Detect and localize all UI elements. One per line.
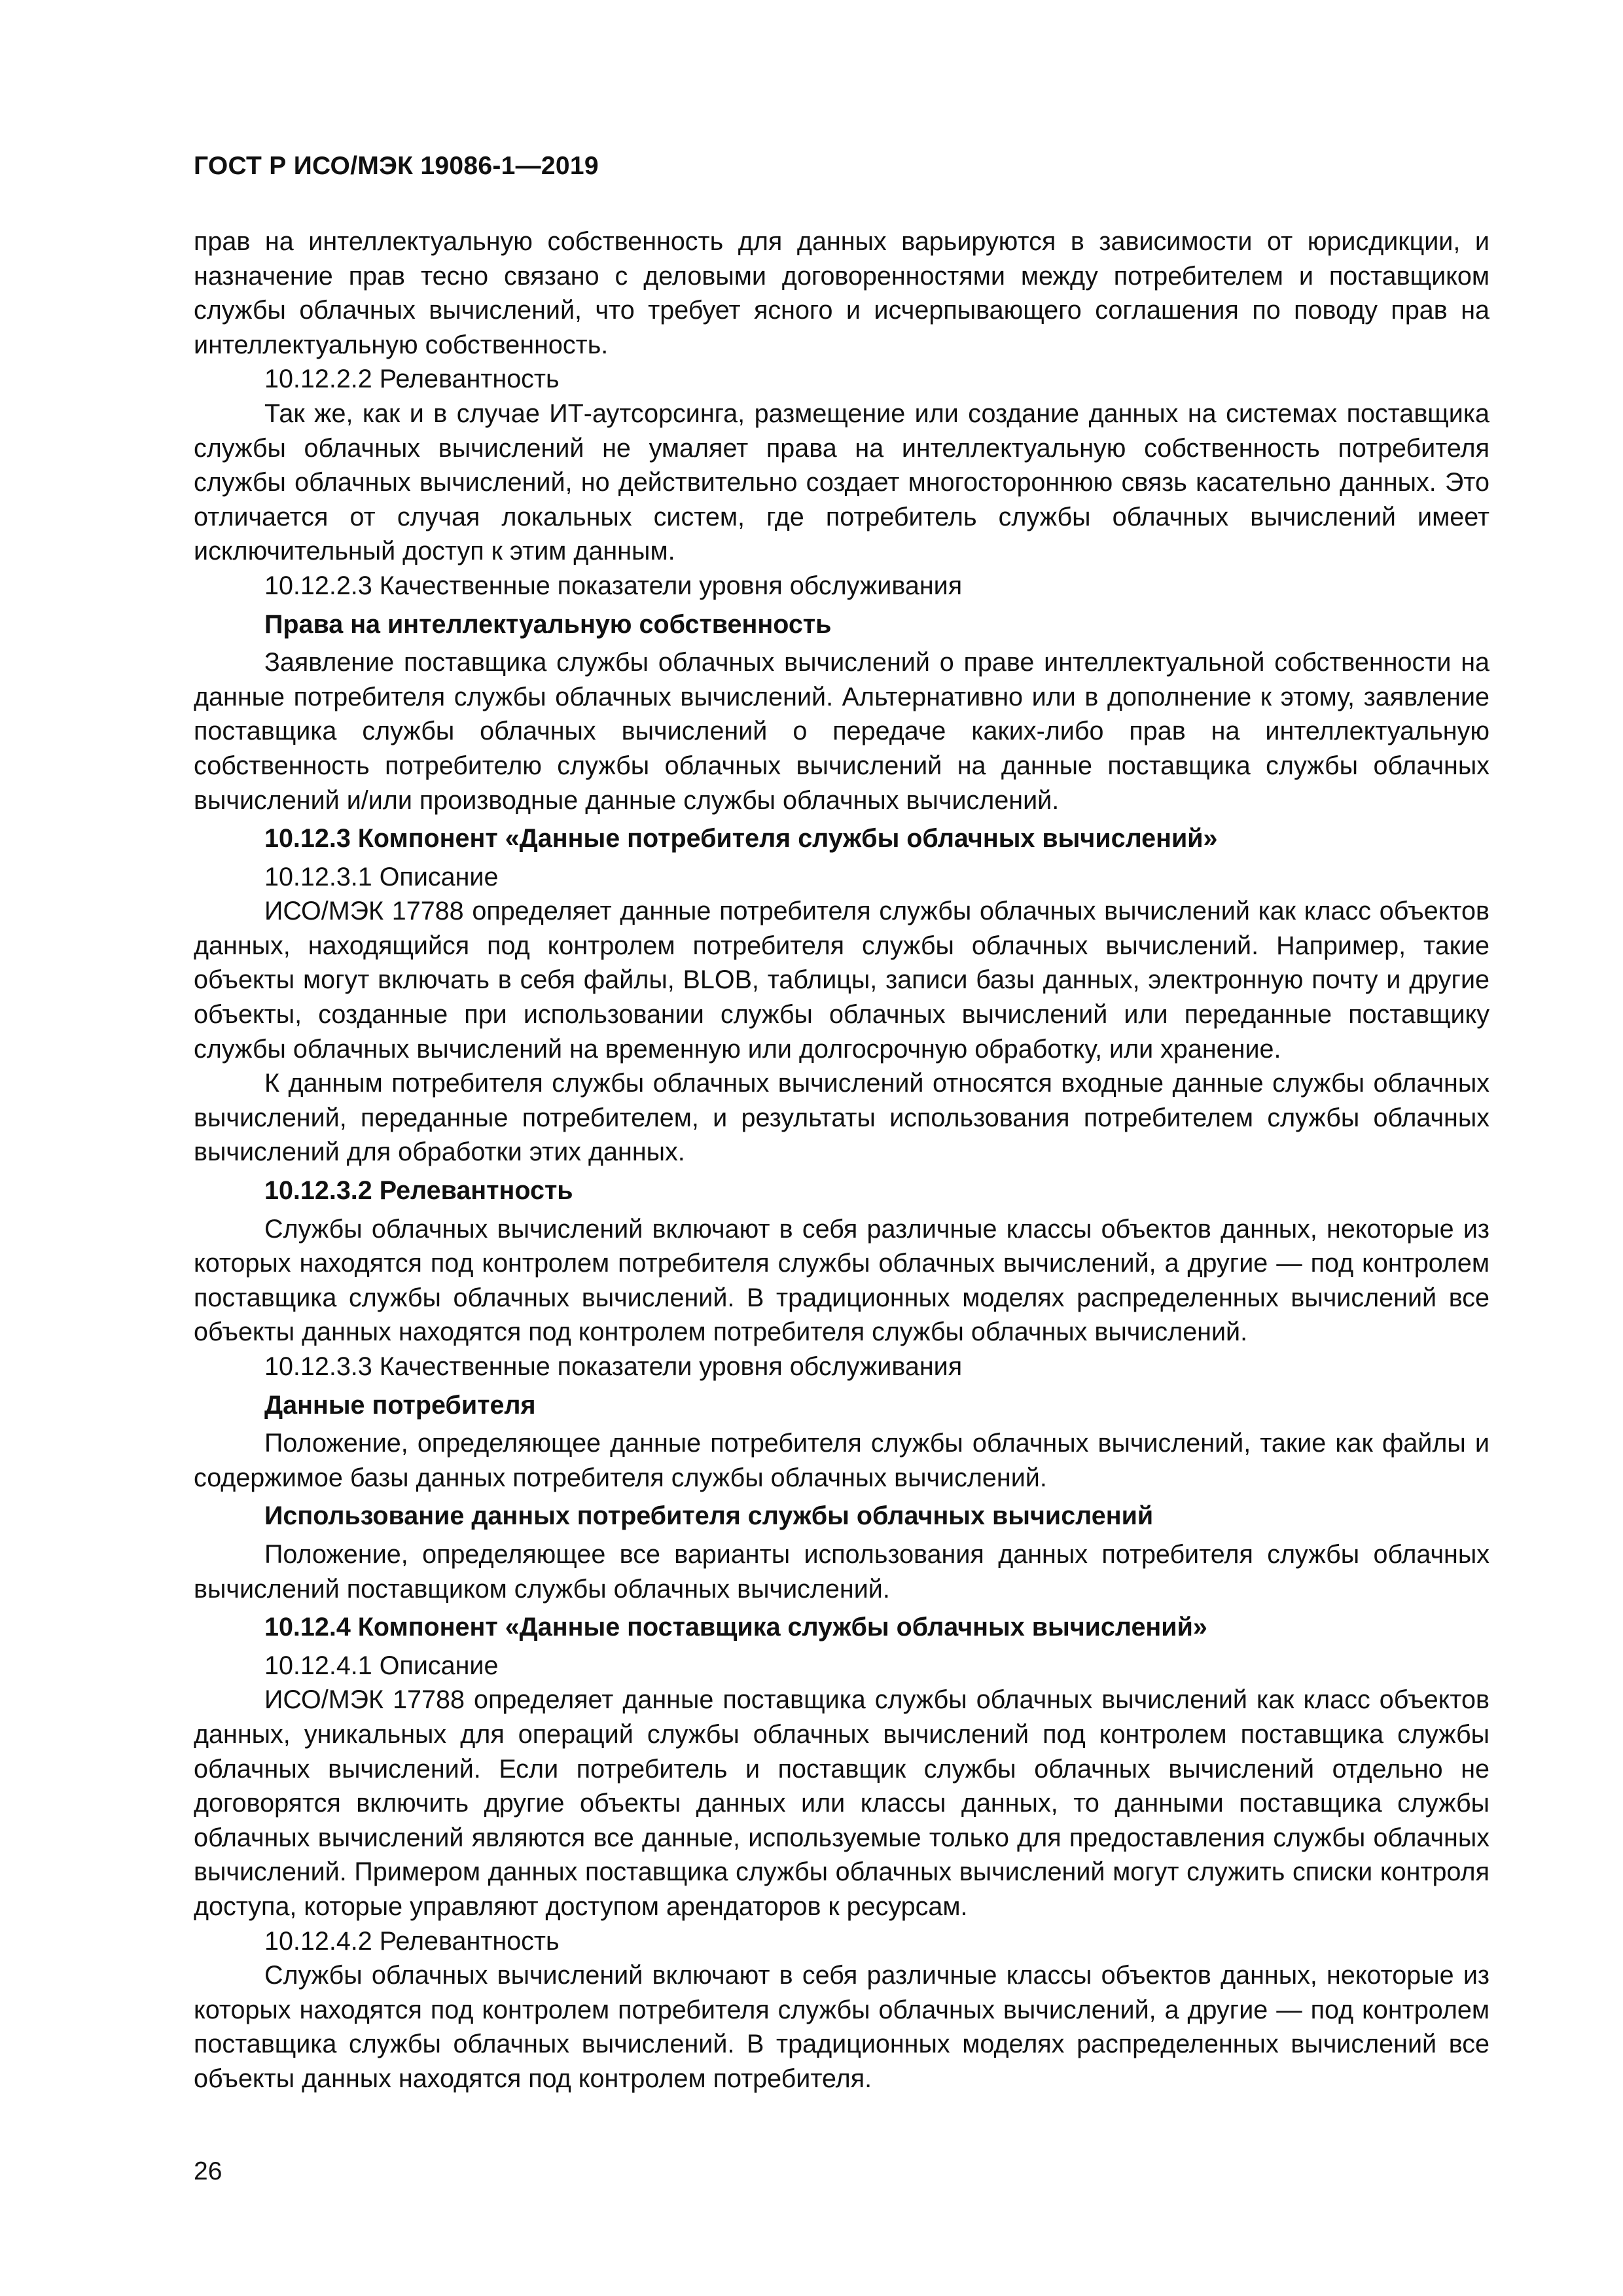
paragraph: ИСО/МЭК 17788 определяет данные поставщика службы облачных вычислений как класс объектов данных, уникальных для операций службы облачных вычислений под контролем поставщика службы облачных вычислений. Если потребитель и поставщик службы облачных вычислений отдельно не договорятся включить другие объекты данных или классы данных, то данными поставщика службы облачных вычислений являются все данные, используемые только для предоставления службы облачных вычислений. Примером данных поставщика службы облачных вычислений могут служить списки контроля доступа, которые управляют доступом арендаторов к ресурсам. xyxy=(194,1685,1489,1921)
document-header: ГОСТ Р ИСО/МЭК 19086-1—2019 xyxy=(194,152,599,180)
clause-number: 10.12.2.2 Релевантность xyxy=(264,365,560,394)
section-heading: Данные потребителя xyxy=(264,1390,536,1420)
page-number: 26 xyxy=(194,2157,223,2185)
paragraph: Положение, определяющее все варианты использования данных потребителя службы облачных вычислений поставщиком службы облачных вычислений. xyxy=(194,1539,1489,1604)
paragraph: Службы облачных вычислений включают в себя различные классы объектов данных, некоторые из которых находятся под контролем потребителя службы облачных вычислений, а другие — под контролем поставщика службы облачных вычислений. В традиционных моделях распределенных вычислений все объекты данных находятся под контролем потребителя. xyxy=(194,1961,1489,2093)
paragraph: ИСО/МЭК 17788 определяет данные потребителя службы облачных вычислений как класс объектов данных, находящийся под контролем потребителя службы облачных вычислений. Например, такие объекты могут включать в себя файлы, BLOB, таблицы, записи базы данных, электронную почту и другие объекты, созданные при использовании службы облачных вычислений или переданные поставщику службы облачных вычислений на временную или долгосрочную обработку, или хранение. xyxy=(194,897,1489,1064)
section-heading: 10.12.3.2 Релевантность xyxy=(264,1176,573,1206)
clause-number: 10.12.3.3 Качественные показатели уровня обслуживания xyxy=(264,1352,963,1381)
paragraph: Так же, как и в случае ИТ-аутсорсинга, размещение или создание данных на системах поставщика службы облачных вычислений не умаляет права на интеллектуальную собственность потребителя службы облачных вычислений, но действительно создает многостороннюю связь касательно данных. Это отличается от случая локальных систем, где потребитель службы облачных вычислений имеет исключительный доступ к этим данным. xyxy=(194,399,1489,566)
section-heading: 10.12.4 Компонент «Данные поставщика службы облачных вычислений» xyxy=(264,1613,1207,1642)
paragraph: Заявление поставщика службы облачных вычислений о праве интеллектуальной собственности на данные потребителя службы облачных вычислений. Альтернативно или в дополнение к этому, заявление поставщика службы облачных вычислений о передаче каких-либо прав на интеллектуальную собственность потребителю службы облачных вычислений на данные поставщика службы облачных вычислений и/или производные данные службы облачных вычислений. xyxy=(194,648,1489,815)
paragraph: Положение, определяющее данные потребителя службы облачных вычислений, такие как файлы и содержимое базы данных потребителя службы облачных вычислений. xyxy=(194,1429,1489,1492)
paragraph: К данным потребителя службы облачных вычислений относятся входные данные службы облачных вычислений, переданные потребителем, и результаты использования потребителем службы облачных вычислений для обработки этих данных. xyxy=(194,1069,1489,1167)
paragraph: Службы облачных вычислений включают в себя различные классы объектов данных, некоторые из которых находятся под контролем потребителя службы облачных вычислений, а другие — под контролем поставщика службы облачных вычислений. В традиционных моделях распределенных вычислений все объекты данных находятся под контролем потребителя службы облачных вычислений. xyxy=(194,1214,1489,1347)
document-body xyxy=(194,224,1489,2096)
section-heading: 10.12.3 Компонент «Данные потребителя службы облачных вычислений» xyxy=(264,824,1218,853)
paragraph: прав на интеллектуальную собственность для данных варьируются в зависимости от юрисдикции, и назначение прав тесно связано с деловыми договоренностями между потребителем и поставщиком службы облачных вычислений, что требует ясного и исчерпывающего соглашения по поводу прав на интеллектуальную собственность. xyxy=(194,227,1489,359)
clause-number: 10.12.4.2 Релевантность xyxy=(264,1926,560,1956)
clause-number: 10.12.3.1 Описание xyxy=(264,862,499,891)
section-heading: Права на интеллектуальную собственность xyxy=(264,609,832,639)
clause-number: 10.12.4.1 Описание xyxy=(264,1651,499,1680)
section-heading: Использование данных потребителя службы облачных вычислений xyxy=(264,1501,1154,1531)
clause-number: 10.12.2.3 Качественные показатели уровня обслуживания xyxy=(264,571,963,600)
